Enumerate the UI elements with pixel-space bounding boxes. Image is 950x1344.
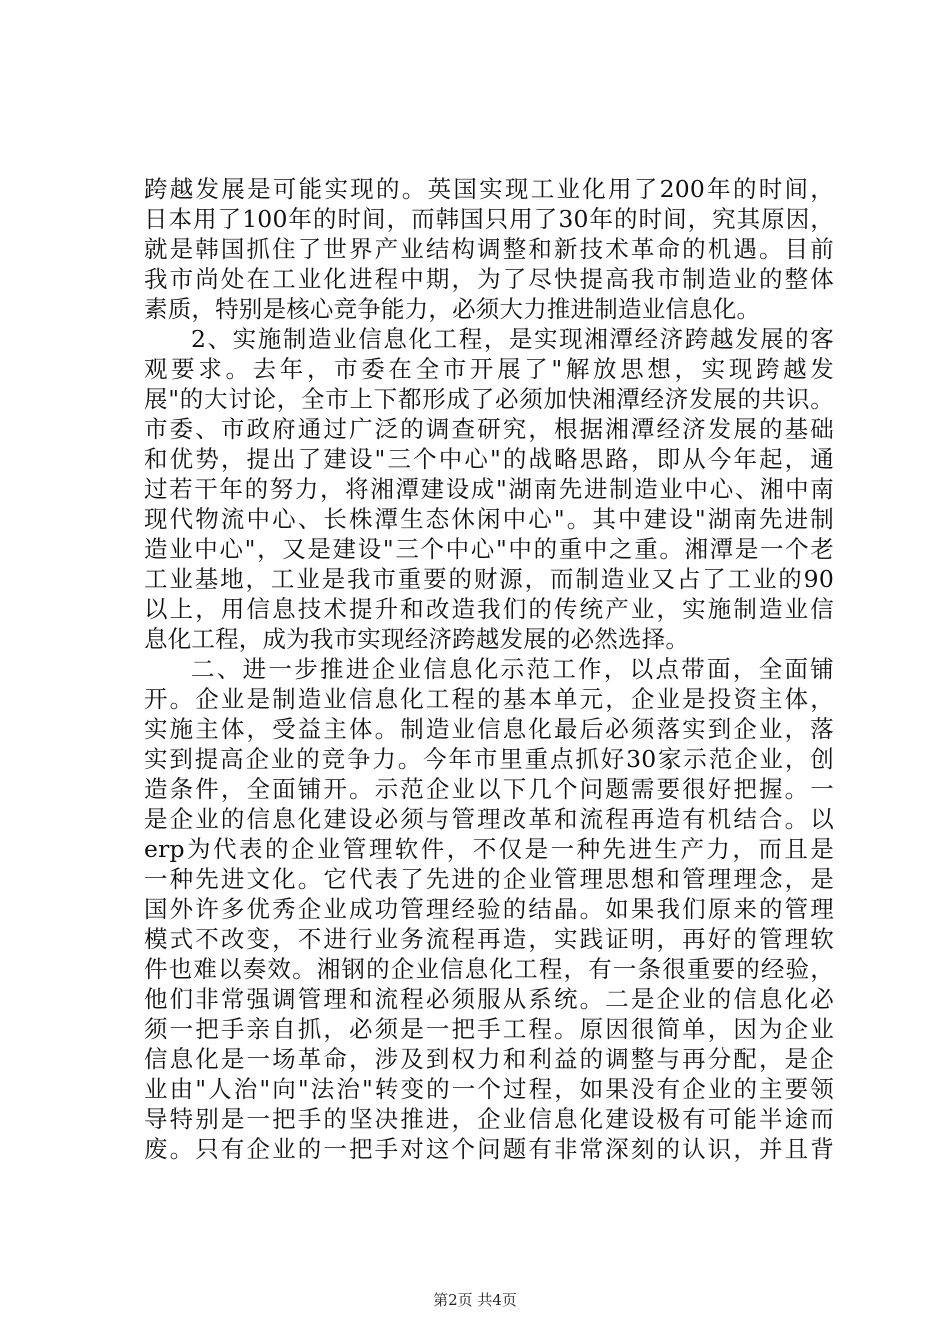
text-line: 以上，用信息技术提升和改造我们的传统产业，实施制造业信 (144, 595, 834, 623)
text-line: 息化工程，成为我市实现经济跨越发展的必然选择。 (144, 625, 690, 653)
text-line: 素质，特别是核心竞争能力，必须大力推进制造业信息化。 (144, 295, 761, 323)
text-line: 一种先进文化。它代表了先进的企业管理思想和管理理念，是 (144, 865, 834, 893)
text-line: 现代物流中心、长株潭生态休闲中心"。其中建设"湖南先进制 (144, 505, 834, 533)
text-line: 信息化是一场革命，涉及到权力和利益的调整与再分配，是企 (144, 1045, 834, 1073)
paragraph (144, 324, 834, 654)
text-line: 我市尚处在工业化进程中期，为了尽快提高我市制造业的整体 (144, 265, 834, 293)
text-line: 观要求。去年，市委在全市开展了"解放思想，实现跨越发 (144, 355, 834, 383)
text-line: 日本用了100年的时间，而韩国只用了30年的时间，究其原因， (144, 205, 834, 233)
page-footer: 第2页 共4页 (433, 1291, 517, 1309)
text-line: 工业基地，工业是我市重要的财源，而制造业又占了工业的90 (144, 565, 834, 593)
text-line: 废。只有企业的一把手对这个问题有非常深刻的认识，并且背 (144, 1135, 834, 1163)
text-line: 二、进一步推进企业信息化示范工作，以点带面，全面铺 (191, 655, 834, 683)
text-line: 2、实施制造业信息化工程，是实现湘潭经济跨越发展的客 (191, 325, 834, 353)
paragraph (144, 654, 834, 1164)
text-line: 是企业的信息化建设必须与管理改革和流程再造有机结合。以 (144, 805, 834, 833)
text-line: 导特别是一把手的坚决推进，企业信息化建设极有可能半途而 (144, 1105, 834, 1133)
text-line: 须一把手亲自抓，必须是一把手工程。原因很简单，因为企业 (144, 1015, 834, 1043)
document-body (144, 174, 834, 1164)
text-line: 过若干年的努力，将湘潭建设成"湖南先进制造业中心、湘中南 (144, 475, 834, 503)
text-line: 市委、市政府通过广泛的调查研究，根据湘潭经济发展的基础 (144, 415, 834, 443)
text-line: 展"的大讨论，全市上下都形成了必须加快湘潭经济发展的共识。 (144, 385, 834, 413)
text-line: 他们非常强调管理和流程必须服从系统。二是企业的信息化必 (144, 985, 834, 1013)
text-line: 开。企业是制造业信息化工程的基本单元，企业是投资主体， (144, 685, 834, 713)
text-line: 实施主体，受益主体。制造业信息化最后必须落实到企业，落 (144, 715, 834, 743)
text-line: 业由"人治"向"法治"转变的一个过程，如果没有企业的主要领 (144, 1075, 834, 1103)
paragraph (144, 174, 834, 324)
text-line: 国外许多优秀企业成功管理经验的结晶。如果我们原来的管理 (144, 895, 834, 923)
text-line: 跨越发展是可能实现的。英国实现工业化用了200年的时间， (144, 175, 834, 203)
text-line: 和优势，提出了建设"三个中心"的战略思路，即从今年起，通 (144, 445, 834, 473)
text-line: erp为代表的企业管理软件，不仅是一种先进生产力，而且是 (144, 835, 834, 863)
text-line: 造条件，全面铺开。示范企业以下几个问题需要很好把握。一 (144, 775, 834, 803)
text-line: 就是韩国抓住了世界产业结构调整和新技术革命的机遇。目前 (144, 235, 834, 263)
text-line: 模式不改变，不进行业务流程再造，实践证明，再好的管理软 (144, 925, 834, 953)
text-line: 件也难以奏效。湘钢的企业信息化工程，有一条很重要的经验， (144, 955, 834, 983)
text-line: 实到提高企业的竞争力。今年市里重点抓好30家示范企业，创 (144, 745, 834, 773)
text-line: 造业中心"，又是建设"三个中心"中的重中之重。湘潭是一个老 (144, 535, 834, 563)
